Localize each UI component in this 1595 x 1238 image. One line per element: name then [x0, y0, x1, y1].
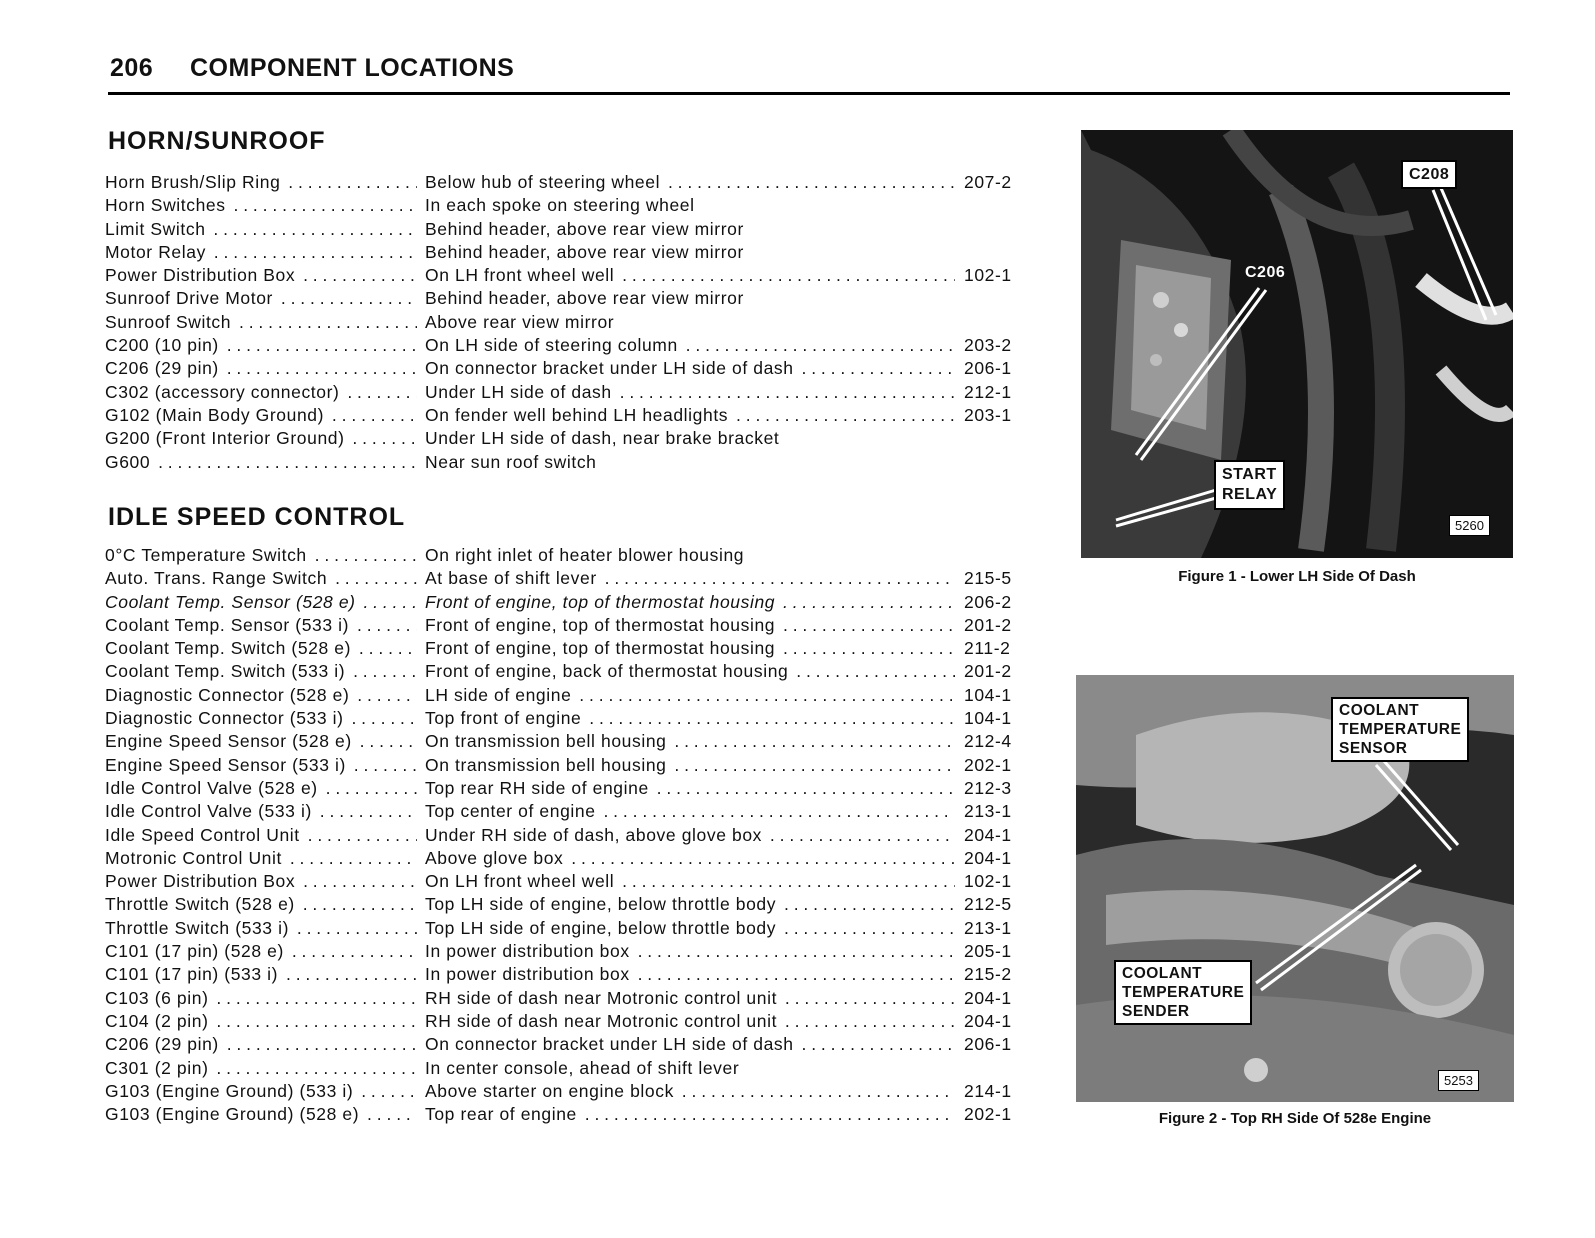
component-name-text: Power Distribution Box [105, 265, 298, 285]
component-name-text: G103 (Engine Ground) (528 e) [105, 1104, 362, 1124]
table-row [105, 940, 1040, 963]
component-location-text: RH side of dash near Motronic control unit [425, 1011, 780, 1031]
component-location-text: On LH front wheel well [425, 871, 617, 891]
figure-reference: 203-2 [960, 334, 1034, 357]
callout-sender-line-3: SENDER [1122, 1003, 1190, 1020]
figure-reference: 207-2 [960, 171, 1034, 194]
component-name [105, 334, 417, 357]
component-name-text: Limit Switch [105, 219, 209, 239]
table-row [105, 754, 1040, 777]
table-row [105, 987, 1040, 1010]
component-location-text: On transmission bell housing [425, 731, 670, 751]
component-location-text: Front of engine, top of thermostat housing [425, 615, 778, 635]
table-row [105, 660, 1040, 683]
component-name [105, 754, 417, 777]
component-location-text: In power distribution box [425, 964, 633, 984]
component-name [105, 1010, 417, 1033]
table-row [105, 404, 1040, 427]
figure-reference: 212-4 [960, 730, 1034, 753]
section-title-idle-speed-control: IDLE SPEED CONTROL [108, 503, 406, 531]
component-location-text: LH side of engine [425, 685, 574, 705]
table-row [105, 544, 1040, 567]
table-row [105, 1103, 1040, 1126]
component-name [105, 870, 417, 893]
component-name [105, 218, 417, 241]
table-row [105, 847, 1040, 870]
table-row [105, 591, 1040, 614]
table-row [105, 824, 1040, 847]
component-name [105, 357, 417, 380]
component-name-text: G103 (Engine Ground) (533 i) [105, 1081, 356, 1101]
table-row [105, 194, 1040, 217]
component-name [105, 381, 417, 404]
table-row [105, 334, 1040, 357]
table-row [105, 637, 1040, 660]
component-name [105, 1033, 417, 1056]
component-location-text: Top LH side of engine, below throttle body [425, 894, 779, 914]
figure-reference: 215-5 [960, 567, 1034, 590]
component-location [423, 218, 955, 241]
component-name [105, 427, 417, 450]
figure-reference: 212-5 [960, 893, 1034, 916]
table-row [105, 730, 1040, 753]
component-name [105, 847, 417, 870]
component-name [105, 824, 417, 847]
table-row [105, 707, 1040, 730]
component-location [423, 707, 955, 730]
component-location [423, 847, 955, 870]
component-location [423, 917, 955, 940]
component-name [105, 451, 417, 474]
component-location [423, 451, 955, 474]
horn-sunroof-table [105, 171, 1040, 474]
figure-reference: 212-1 [960, 381, 1034, 404]
figure-reference: 204-1 [960, 847, 1034, 870]
component-name [105, 940, 417, 963]
component-name [105, 241, 417, 264]
component-name [105, 591, 417, 614]
figure-reference: 201-2 [960, 614, 1034, 637]
callout-coolant-temperature-sender [1114, 960, 1252, 1025]
table-row [105, 917, 1040, 940]
callout-c206: C206 [1245, 264, 1286, 281]
component-location-text: Below hub of steering wheel [425, 172, 663, 192]
component-location-text: Above rear view mirror [425, 312, 617, 332]
table-row [105, 893, 1040, 916]
component-name-text: 0°C Temperature Switch [105, 545, 310, 565]
component-name [105, 637, 417, 660]
component-location-text: In center console, ahead of shift lever [425, 1058, 742, 1078]
component-location [423, 1080, 955, 1103]
component-location-text: Top rear RH side of engine [425, 778, 652, 798]
table-row [105, 800, 1040, 823]
callout-sensor-line-2: TEMPERATURE [1339, 721, 1462, 738]
component-name-text: G600 [105, 452, 153, 472]
component-location [423, 1033, 955, 1056]
component-name-text: Engine Speed Sensor (528 e) [105, 731, 355, 751]
component-location [423, 777, 955, 800]
component-location [423, 381, 955, 404]
component-location [423, 241, 955, 264]
component-name-text: Diagnostic Connector (528 e) [105, 685, 352, 705]
component-location-text: Under LH side of dash, near brake bracket [425, 428, 782, 448]
table-row [105, 171, 1040, 194]
component-name [105, 404, 417, 427]
component-name-text: Coolant Temp. Switch (528 e) [105, 638, 354, 658]
component-name-text: Coolant Temp. Sensor (533 i) [105, 615, 352, 635]
component-name [105, 800, 417, 823]
component-location [423, 427, 955, 450]
component-name [105, 917, 417, 940]
component-location-text: Top LH side of engine, below throttle body [425, 918, 779, 938]
callout-start-relay-line-1: START [1222, 466, 1277, 483]
component-location-text: Front of engine, back of thermostat housing [425, 661, 791, 681]
figure-reference: 204-1 [960, 824, 1034, 847]
component-name [105, 264, 417, 287]
component-name-text: G102 (Main Body Ground) [105, 405, 327, 425]
figure-2-caption: Figure 2 - Top RH Side Of 528e Engine [1158, 1110, 1432, 1127]
table-row [105, 1057, 1040, 1080]
component-name-text: C104 (2 pin) [105, 1011, 212, 1031]
figure-reference: 211-2 [960, 637, 1034, 660]
component-location-text: On right inlet of heater blower housing [425, 545, 747, 565]
component-location [423, 287, 955, 310]
figure-2-photo-number: 5253 [1438, 1070, 1479, 1091]
table-row [105, 311, 1040, 334]
component-name-text: C101 (17 pin) (528 e) [105, 941, 287, 961]
section-title-horn-sunroof: HORN/SUNROOF [108, 127, 326, 155]
component-location [423, 824, 955, 847]
component-location-text: On connector bracket under LH side of dash [425, 358, 797, 378]
component-location [423, 1103, 955, 1126]
table-row [105, 567, 1040, 590]
idle-speed-control-table [105, 544, 1040, 1126]
component-name-text: Idle Control Valve (533 i) [105, 801, 315, 821]
component-name-text: Idle Control Valve (528 e) [105, 778, 321, 798]
table-row [105, 451, 1040, 474]
table-row [105, 614, 1040, 637]
component-name [105, 730, 417, 753]
component-name-text: Motronic Control Unit [105, 848, 285, 868]
component-location [423, 870, 955, 893]
figure-reference: 204-1 [960, 1010, 1034, 1033]
component-location-text: At base of shift lever [425, 568, 600, 588]
component-name-text: Diagnostic Connector (533 i) [105, 708, 347, 728]
callout-sensor-line-1: COOLANT [1339, 702, 1420, 719]
component-location-text: In each spoke on steering wheel [425, 195, 698, 215]
component-location [423, 940, 955, 963]
component-name [105, 544, 417, 567]
component-location [423, 264, 955, 287]
figure-reference: 201-2 [960, 660, 1034, 683]
component-name-text: C206 (29 pin) [105, 358, 222, 378]
callout-sender-line-1: COOLANT [1122, 965, 1203, 982]
component-name-text: C301 (2 pin) [105, 1058, 212, 1078]
component-name-text: C101 (17 pin) (533 i) [105, 964, 281, 984]
component-name [105, 614, 417, 637]
component-name [105, 194, 417, 217]
component-location [423, 311, 955, 334]
component-name-text: Coolant Temp. Sensor (528 e) [105, 592, 359, 612]
component-name [105, 1057, 417, 1080]
component-location [423, 660, 955, 683]
component-name-text: C302 (accessory connector) [105, 382, 342, 402]
component-location [423, 800, 955, 823]
component-location [423, 754, 955, 777]
component-name [105, 660, 417, 683]
table-row [105, 684, 1040, 707]
component-location-text: Under RH side of dash, above glove box [425, 825, 765, 845]
component-name-text: C206 (29 pin) [105, 1034, 222, 1054]
component-name [105, 707, 417, 730]
figure-reference: 104-1 [960, 707, 1034, 730]
callout-start-relay-line-2: RELAY [1222, 486, 1278, 503]
figure-1-caption: Figure 1 - Lower LH Side Of Dash [1178, 568, 1416, 585]
callout-sender-line-2: TEMPERATURE [1122, 984, 1245, 1001]
component-location-text: Top center of engine [425, 801, 599, 821]
component-location-text: In power distribution box [425, 941, 633, 961]
component-name [105, 1080, 417, 1103]
callout-sensor-line-3: SENSOR [1339, 740, 1408, 757]
figure-reference: 212-3 [960, 777, 1034, 800]
page-title: COMPONENT LOCATIONS [190, 54, 515, 82]
component-location-text: Under LH side of dash [425, 382, 615, 402]
component-location-text: Above glove box [425, 848, 566, 868]
component-location [423, 404, 955, 427]
component-name-text: C103 (6 pin) [105, 988, 212, 1008]
component-location [423, 171, 955, 194]
component-name [105, 777, 417, 800]
component-location-text: Behind header, above rear view mirror [425, 219, 747, 239]
component-name [105, 311, 417, 334]
page-number: 206 [110, 54, 154, 82]
component-location [423, 567, 955, 590]
component-location-text: Behind header, above rear view mirror [425, 288, 747, 308]
table-row [105, 264, 1040, 287]
figure-reference: 213-1 [960, 800, 1034, 823]
figure-reference: 205-1 [960, 940, 1034, 963]
component-location-text: Front of engine, top of thermostat housing [425, 638, 778, 658]
component-location-text: On fender well behind LH headlights [425, 405, 731, 425]
table-row [105, 357, 1040, 380]
component-location [423, 544, 955, 567]
figure-reference: 202-1 [960, 1103, 1034, 1126]
figure-reference: 214-1 [960, 1080, 1034, 1103]
component-name [105, 987, 417, 1010]
component-name-text: Throttle Switch (528 e) [105, 894, 298, 914]
component-location [423, 730, 955, 753]
component-location-text: Above starter on engine block [425, 1081, 677, 1101]
component-name [105, 684, 417, 707]
component-name-text: Horn Switches [105, 195, 229, 215]
component-name-text: Horn Brush/Slip Ring [105, 172, 283, 192]
callout-start-relay [1214, 460, 1285, 510]
component-location [423, 893, 955, 916]
figure-reference: 213-1 [960, 917, 1034, 940]
table-row [105, 218, 1040, 241]
page-header [108, 48, 1510, 95]
component-location [423, 963, 955, 986]
component-location [423, 357, 955, 380]
callout-c208: C208 [1401, 160, 1457, 189]
component-name-text: Auto. Trans. Range Switch [105, 568, 330, 588]
figure-1-photo [1081, 130, 1513, 558]
component-name-text: Sunroof Switch [105, 312, 234, 332]
figure-reference: 203-1 [960, 404, 1034, 427]
component-name-text: Power Distribution Box [105, 871, 298, 891]
component-name-text: Engine Speed Sensor (533 i) [105, 755, 349, 775]
component-location [423, 614, 955, 637]
component-name-text: Motor Relay [105, 242, 209, 262]
figure-2-photo [1076, 675, 1514, 1102]
component-location-text: On transmission bell housing [425, 755, 670, 775]
component-location-text: On LH front wheel well [425, 265, 617, 285]
component-location-text: Top front of engine [425, 708, 584, 728]
component-name-text: Idle Speed Control Unit [105, 825, 303, 845]
table-row [105, 777, 1040, 800]
figure-reference: 102-1 [960, 264, 1034, 287]
figure-1-photo-number: 5260 [1449, 515, 1490, 536]
figure-reference: 204-1 [960, 987, 1034, 1010]
component-name [105, 287, 417, 310]
table-row [105, 381, 1040, 404]
figure-1-photo-illustration [1081, 130, 1513, 558]
table-row [105, 963, 1040, 986]
component-location [423, 637, 955, 660]
component-location [423, 591, 955, 614]
component-name [105, 567, 417, 590]
table-row [105, 427, 1040, 450]
component-location [423, 194, 955, 217]
component-name [105, 963, 417, 986]
component-name-text: G200 (Front Interior Ground) [105, 428, 348, 448]
component-location [423, 334, 955, 357]
component-location-text: On LH side of steering column [425, 335, 681, 355]
table-row [105, 1033, 1040, 1056]
component-location [423, 684, 955, 707]
callout-coolant-temperature-sensor [1331, 697, 1469, 762]
figure-reference: 206-1 [960, 1033, 1034, 1056]
component-location-text: Near sun roof switch [425, 452, 600, 472]
table-row [105, 1080, 1040, 1103]
component-location [423, 1010, 955, 1033]
component-location [423, 1057, 955, 1080]
component-location-text: RH side of dash near Motronic control unit [425, 988, 780, 1008]
component-name [105, 893, 417, 916]
component-location-text: Top rear of engine [425, 1104, 580, 1124]
table-row [105, 287, 1040, 310]
component-location [423, 987, 955, 1010]
component-name [105, 1103, 417, 1126]
figure-reference: 215-2 [960, 963, 1034, 986]
component-name-text: C200 (10 pin) [105, 335, 222, 355]
component-name-text: Sunroof Drive Motor [105, 288, 276, 308]
component-name-text: Throttle Switch (533 i) [105, 918, 292, 938]
figure-reference: 206-1 [960, 357, 1034, 380]
figure-reference: 206-2 [960, 591, 1034, 614]
table-row [105, 241, 1040, 264]
component-name-text: Coolant Temp. Switch (533 i) [105, 661, 348, 681]
figure-reference: 202-1 [960, 754, 1034, 777]
component-location-text: Behind header, above rear view mirror [425, 242, 747, 262]
component-location-text: Front of engine, top of thermostat housing [425, 592, 778, 612]
table-row [105, 1010, 1040, 1033]
component-location-text: On connector bracket under LH side of dash [425, 1034, 797, 1054]
component-name [105, 171, 417, 194]
figure-reference: 104-1 [960, 684, 1034, 707]
figure-reference: 102-1 [960, 870, 1034, 893]
table-row [105, 870, 1040, 893]
